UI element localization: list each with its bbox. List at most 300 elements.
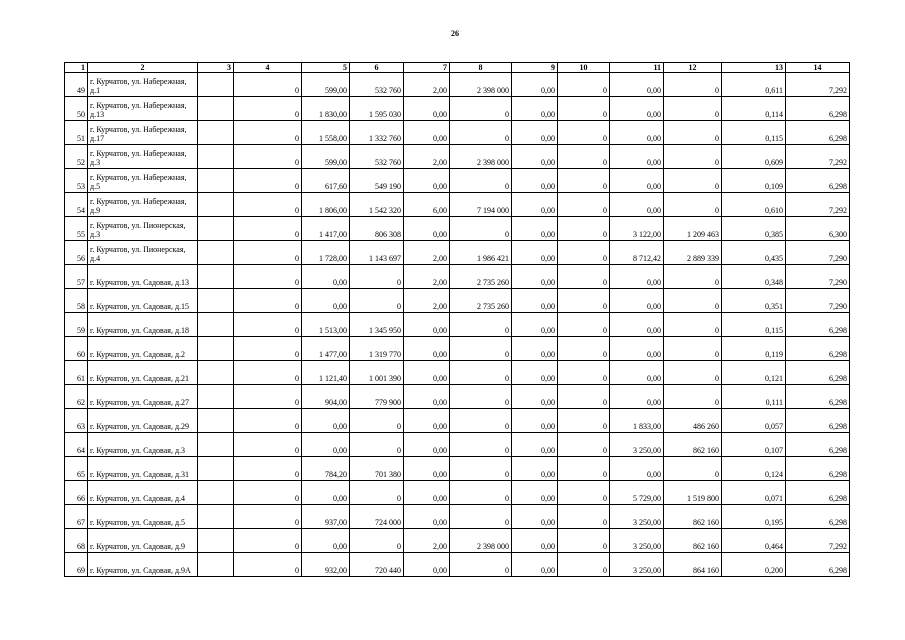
table-cell: 0: [234, 73, 302, 97]
table-cell: 724 000: [350, 505, 404, 529]
table-cell: 0,00: [512, 97, 558, 121]
table-cell: 0,00: [404, 97, 450, 121]
column-header: 8: [450, 63, 512, 73]
table-cell: 2,00: [404, 145, 450, 169]
table-cell: 0,00: [512, 553, 558, 577]
table-cell: 0: [234, 169, 302, 193]
table-cell: 1 830,00: [302, 97, 350, 121]
table-cell: 0,00: [512, 169, 558, 193]
table-cell: 1 986 421: [450, 241, 512, 265]
table-cell: 720 440: [350, 553, 404, 577]
table-cell: 7,292: [786, 145, 850, 169]
table-cell: 904,00: [302, 385, 350, 409]
table-cell: 2,00: [404, 289, 450, 313]
table-cell: 806 308: [350, 217, 404, 241]
table-cell: 0: [234, 145, 302, 169]
table-cell: 0,115: [722, 313, 786, 337]
table-row: [65, 265, 850, 289]
table-cell: [198, 361, 234, 385]
table-cell: 0: [664, 385, 722, 409]
table-cell: 1 477,00: [302, 337, 350, 361]
column-header: 2: [88, 63, 198, 73]
table-cell: 0,00: [512, 73, 558, 97]
address-cell: г. Курчатов, ул. Садовая, д.18: [88, 313, 198, 337]
table-row: [65, 241, 850, 265]
table-cell: 7,292: [786, 193, 850, 217]
table-cell: [198, 553, 234, 577]
table-cell: 0: [450, 361, 512, 385]
table-row: [65, 385, 850, 409]
address-cell: г. Курчатов, ул. Садовая, д.9: [88, 529, 198, 553]
table-cell: 0: [558, 217, 610, 241]
table-cell: 0: [450, 481, 512, 505]
table-cell: [198, 409, 234, 433]
table-cell: 0: [664, 121, 722, 145]
table-cell: 2 398 000: [450, 145, 512, 169]
table-cell: 0: [558, 361, 610, 385]
table-cell: 8 712,42: [610, 241, 664, 265]
table-cell: 0,00: [512, 145, 558, 169]
table-cell: 3 250,00: [610, 553, 664, 577]
column-header: 5: [302, 63, 350, 73]
table-row: [65, 433, 850, 457]
address-cell: г. Курчатов, ул. Набережная, д.3: [88, 145, 198, 169]
table-cell: 2,00: [404, 529, 450, 553]
table-cell: 0: [234, 337, 302, 361]
table-cell: 0,00: [610, 337, 664, 361]
table-cell: 784,20: [302, 457, 350, 481]
table-cell: 0,00: [302, 265, 350, 289]
table-cell: [198, 313, 234, 337]
address-cell: г. Курчатов, ул. Набережная, д.13: [88, 97, 198, 121]
table-cell: 0,00: [512, 529, 558, 553]
table-cell: 6,298: [786, 433, 850, 457]
address-cell: г. Курчатов, ул. Пионерская, д.3: [88, 217, 198, 241]
table-cell: 0: [558, 97, 610, 121]
table-cell: 1 806,00: [302, 193, 350, 217]
page-number: 26: [451, 29, 459, 38]
table-cell: 599,00: [302, 145, 350, 169]
table-cell: 0,00: [404, 169, 450, 193]
column-header: 6: [350, 63, 404, 73]
table-row: [65, 553, 850, 577]
table-cell: [198, 457, 234, 481]
table-cell: 1 595 030: [350, 97, 404, 121]
table-cell: 937,00: [302, 505, 350, 529]
table-cell: 6,298: [786, 361, 850, 385]
table-cell: 0: [664, 193, 722, 217]
table-cell: 0: [350, 433, 404, 457]
table-cell: 0,00: [512, 457, 558, 481]
table-cell: 0,00: [610, 361, 664, 385]
table-cell: 0: [558, 433, 610, 457]
table-cell: 0: [350, 265, 404, 289]
table-cell: 1 513,00: [302, 313, 350, 337]
table-cell: 0: [664, 265, 722, 289]
table-cell: 0: [558, 481, 610, 505]
table-row: [65, 313, 850, 337]
table-cell: 6,298: [786, 313, 850, 337]
address-cell: г. Курчатов, ул. Садовая, д.27: [88, 385, 198, 409]
table-cell: 0,00: [404, 505, 450, 529]
table-cell: 0: [450, 433, 512, 457]
table-row: [65, 409, 850, 433]
table-cell: 549 190: [350, 169, 404, 193]
table-row: [65, 337, 850, 361]
table-cell: 0,00: [404, 217, 450, 241]
table-cell: 0,00: [610, 385, 664, 409]
column-header: 3: [198, 63, 234, 73]
table-cell: 0,00: [512, 241, 558, 265]
table-cell: 0,00: [610, 193, 664, 217]
row-number-cell: 65: [65, 457, 88, 481]
table-cell: 486 260: [664, 409, 722, 433]
table-cell: 1 319 770: [350, 337, 404, 361]
table-cell: 0: [664, 97, 722, 121]
table-cell: 0: [450, 217, 512, 241]
table-cell: [198, 529, 234, 553]
table-cell: 0,00: [610, 73, 664, 97]
table-cell: 2 398 000: [450, 529, 512, 553]
table-row: [65, 97, 850, 121]
table-cell: 932,00: [302, 553, 350, 577]
address-cell: г. Курчатов, ул. Садовая, д.2: [88, 337, 198, 361]
table-cell: 0,00: [302, 433, 350, 457]
row-number-cell: 61: [65, 361, 88, 385]
table-cell: 3 250,00: [610, 505, 664, 529]
table-cell: [198, 289, 234, 313]
table-cell: 0: [234, 121, 302, 145]
table-cell: 0: [234, 361, 302, 385]
table-cell: 0,00: [404, 409, 450, 433]
row-number-cell: 53: [65, 169, 88, 193]
table-cell: 6,298: [786, 553, 850, 577]
table-row: [65, 457, 850, 481]
address-cell: г. Курчатов, ул. Набережная, д.1: [88, 73, 198, 97]
row-number-cell: 69: [65, 553, 88, 577]
table-cell: 5 729,00: [610, 481, 664, 505]
table-cell: 2 398 000: [450, 73, 512, 97]
table-cell: 0: [450, 97, 512, 121]
table-cell: 3 122,00: [610, 217, 664, 241]
row-number-cell: 55: [65, 217, 88, 241]
address-cell: г. Курчатов, ул. Садовая, д.31: [88, 457, 198, 481]
row-number-cell: 54: [65, 193, 88, 217]
row-number-cell: 50: [65, 97, 88, 121]
table-cell: 2,00: [404, 265, 450, 289]
table-cell: 6,298: [786, 169, 850, 193]
table-cell: 864 160: [664, 553, 722, 577]
table-cell: 0,00: [404, 121, 450, 145]
table-cell: 0: [664, 169, 722, 193]
table-row: [65, 145, 850, 169]
column-header: 14: [786, 63, 850, 73]
table-cell: [198, 217, 234, 241]
table-cell: 1 143 697: [350, 241, 404, 265]
table-cell: 0: [558, 337, 610, 361]
table-cell: 0: [450, 553, 512, 577]
address-cell: г. Курчатов, ул. Садовая, д.5: [88, 505, 198, 529]
table-cell: 2,00: [404, 241, 450, 265]
table-cell: 0: [558, 121, 610, 145]
table-cell: 0: [558, 289, 610, 313]
table-cell: 1 728,00: [302, 241, 350, 265]
table-cell: [198, 121, 234, 145]
table-cell: 0,00: [512, 409, 558, 433]
table-cell: 0: [558, 265, 610, 289]
table-cell: 6,300: [786, 217, 850, 241]
row-number-cell: 67: [65, 505, 88, 529]
address-cell: г. Курчатов, ул. Садовая, д.3: [88, 433, 198, 457]
table-cell: 0,00: [512, 361, 558, 385]
table-cell: [198, 73, 234, 97]
header-row: [65, 63, 850, 73]
table-cell: 0: [234, 217, 302, 241]
table-row: [65, 481, 850, 505]
table-cell: 0,00: [512, 193, 558, 217]
table-cell: 0: [664, 337, 722, 361]
table-cell: 7,292: [786, 529, 850, 553]
table-cell: 532 760: [350, 145, 404, 169]
table-cell: 0,00: [404, 481, 450, 505]
table-cell: 0,435: [722, 241, 786, 265]
table-cell: 0: [664, 289, 722, 313]
table-cell: 0: [664, 361, 722, 385]
table-cell: 0,00: [404, 433, 450, 457]
table-cell: 7 194 000: [450, 193, 512, 217]
table-cell: 0: [558, 241, 610, 265]
table-cell: 0,609: [722, 145, 786, 169]
table-cell: 0: [234, 313, 302, 337]
address-cell: г. Курчатов, ул. Садовая, д.21: [88, 361, 198, 385]
column-header: 10: [558, 63, 610, 73]
table-row: [65, 121, 850, 145]
table-cell: 0,00: [512, 217, 558, 241]
table-cell: 701 380: [350, 457, 404, 481]
table-cell: 2 735 260: [450, 265, 512, 289]
table-cell: 0: [558, 193, 610, 217]
table-cell: 532 760: [350, 73, 404, 97]
table-cell: 6,298: [786, 97, 850, 121]
table-cell: 0,109: [722, 169, 786, 193]
table-cell: 0,195: [722, 505, 786, 529]
table-cell: 0,121: [722, 361, 786, 385]
table-cell: 0: [350, 481, 404, 505]
table-cell: 2 889 339: [664, 241, 722, 265]
table-cell: 1 332 760: [350, 121, 404, 145]
table-cell: 0: [234, 529, 302, 553]
data-table: [64, 62, 850, 577]
row-number-cell: 49: [65, 73, 88, 97]
table-cell: [198, 481, 234, 505]
table-cell: 0,00: [610, 97, 664, 121]
table-cell: 0,119: [722, 337, 786, 361]
table-cell: [198, 193, 234, 217]
address-cell: г. Курчатов, ул. Набережная, д.5: [88, 169, 198, 193]
table-cell: 0,00: [404, 385, 450, 409]
address-cell: г. Курчатов, ул. Садовая, д.29: [88, 409, 198, 433]
table-cell: [198, 433, 234, 457]
table-row: [65, 289, 850, 313]
table-cell: 0: [234, 193, 302, 217]
table-cell: [198, 385, 234, 409]
row-number-cell: 51: [65, 121, 88, 145]
row-number-cell: 64: [65, 433, 88, 457]
table-cell: 3 250,00: [610, 433, 664, 457]
table-cell: 0: [450, 385, 512, 409]
row-number-cell: 62: [65, 385, 88, 409]
table-cell: 0,00: [610, 169, 664, 193]
table-cell: 0,00: [610, 313, 664, 337]
table-cell: 6,298: [786, 409, 850, 433]
table-row: [65, 505, 850, 529]
table-cell: [198, 505, 234, 529]
table-cell: 0,00: [512, 289, 558, 313]
table-cell: 0,00: [512, 121, 558, 145]
table-cell: 1 833,00: [610, 409, 664, 433]
table-cell: 0,00: [404, 457, 450, 481]
table-cell: 0: [234, 289, 302, 313]
table-cell: 0: [350, 289, 404, 313]
table-cell: 617,60: [302, 169, 350, 193]
column-header: 4: [234, 63, 302, 73]
table-cell: 1 417,00: [302, 217, 350, 241]
table-cell: 0: [450, 313, 512, 337]
table-cell: 6,298: [786, 337, 850, 361]
table-cell: 0,115: [722, 121, 786, 145]
table-cell: 0,00: [512, 313, 558, 337]
row-number-cell: 66: [65, 481, 88, 505]
table-cell: 0: [558, 409, 610, 433]
table-cell: 0: [234, 505, 302, 529]
table-cell: 0: [450, 169, 512, 193]
table-cell: 3 250,00: [610, 529, 664, 553]
table-cell: 0,00: [512, 481, 558, 505]
table-cell: 0,00: [302, 409, 350, 433]
table-cell: 0: [234, 433, 302, 457]
table-cell: 0: [234, 385, 302, 409]
table-cell: 0: [558, 73, 610, 97]
table-cell: 1 345 950: [350, 313, 404, 337]
table-cell: 6,298: [786, 121, 850, 145]
table-cell: 0: [558, 169, 610, 193]
table-cell: 1 558,00: [302, 121, 350, 145]
table-cell: 2 735 260: [450, 289, 512, 313]
table-cell: 0: [450, 505, 512, 529]
table-cell: 0,114: [722, 97, 786, 121]
row-number-cell: 68: [65, 529, 88, 553]
table-cell: 0,464: [722, 529, 786, 553]
table-cell: 0,071: [722, 481, 786, 505]
table-cell: 0,00: [302, 289, 350, 313]
table-cell: 0: [558, 313, 610, 337]
table-cell: 0,611: [722, 73, 786, 97]
table-cell: 0,057: [722, 409, 786, 433]
row-number-cell: 52: [65, 145, 88, 169]
address-cell: г. Курчатов, ул. Набережная, д.9: [88, 193, 198, 217]
table-cell: 1 121,40: [302, 361, 350, 385]
table-cell: 0: [664, 145, 722, 169]
table-cell: 599,00: [302, 73, 350, 97]
column-header: 1: [65, 63, 88, 73]
table-cell: 0,00: [302, 529, 350, 553]
table-cell: 0: [558, 505, 610, 529]
column-header: 7: [404, 63, 450, 73]
table-cell: [198, 265, 234, 289]
table-cell: 0,00: [512, 265, 558, 289]
table-cell: 7,290: [786, 289, 850, 313]
address-cell: г. Курчатов, ул. Садовая, д.13: [88, 265, 198, 289]
table-cell: 7,292: [786, 73, 850, 97]
table-cell: 0,00: [404, 313, 450, 337]
table-cell: 0,385: [722, 217, 786, 241]
table-cell: 0: [664, 457, 722, 481]
table-cell: 0: [664, 73, 722, 97]
table-cell: 6,298: [786, 481, 850, 505]
row-number-cell: 59: [65, 313, 88, 337]
table-cell: 7,290: [786, 241, 850, 265]
table-cell: [198, 97, 234, 121]
table-cell: 1 001 390: [350, 361, 404, 385]
column-header: 9: [512, 63, 558, 73]
table-cell: 6,298: [786, 457, 850, 481]
table-cell: [198, 241, 234, 265]
table-cell: 1 519 800: [664, 481, 722, 505]
table-cell: 0,00: [404, 361, 450, 385]
table-cell: 0: [350, 529, 404, 553]
address-cell: г. Курчатов, ул. Садовая, д.15: [88, 289, 198, 313]
column-header: 11: [610, 63, 664, 73]
table-cell: 0,348: [722, 265, 786, 289]
row-number-cell: 60: [65, 337, 88, 361]
row-number-cell: 63: [65, 409, 88, 433]
table-cell: 0: [234, 553, 302, 577]
table-row: [65, 73, 850, 97]
table-cell: 0: [450, 121, 512, 145]
table-cell: 862 160: [664, 505, 722, 529]
table-cell: 0,107: [722, 433, 786, 457]
address-cell: г. Курчатов, ул. Садовая, д.9А: [88, 553, 198, 577]
table-cell: 0,00: [610, 265, 664, 289]
table-cell: 0: [234, 265, 302, 289]
table-row: [65, 217, 850, 241]
table-cell: 0,124: [722, 457, 786, 481]
table-cell: 6,298: [786, 385, 850, 409]
table-cell: 0: [450, 409, 512, 433]
table-cell: 0: [664, 313, 722, 337]
table-cell: [198, 145, 234, 169]
table-cell: 1 209 463: [664, 217, 722, 241]
table-cell: 0,351: [722, 289, 786, 313]
row-number-cell: 56: [65, 241, 88, 265]
address-cell: г. Курчатов, ул. Садовая, д.4: [88, 481, 198, 505]
table-cell: 1 542 320: [350, 193, 404, 217]
table-cell: 0: [558, 385, 610, 409]
table-cell: 0,00: [404, 553, 450, 577]
table-cell: 6,00: [404, 193, 450, 217]
table-cell: [198, 337, 234, 361]
table-cell: 862 160: [664, 529, 722, 553]
table-row: [65, 169, 850, 193]
column-header: 13: [722, 63, 786, 73]
column-header: 12: [664, 63, 722, 73]
table-cell: 0,00: [610, 457, 664, 481]
table-cell: 0,111: [722, 385, 786, 409]
table-cell: [198, 169, 234, 193]
row-number-cell: 57: [65, 265, 88, 289]
table-cell: 0: [234, 241, 302, 265]
table-cell: 6,298: [786, 505, 850, 529]
